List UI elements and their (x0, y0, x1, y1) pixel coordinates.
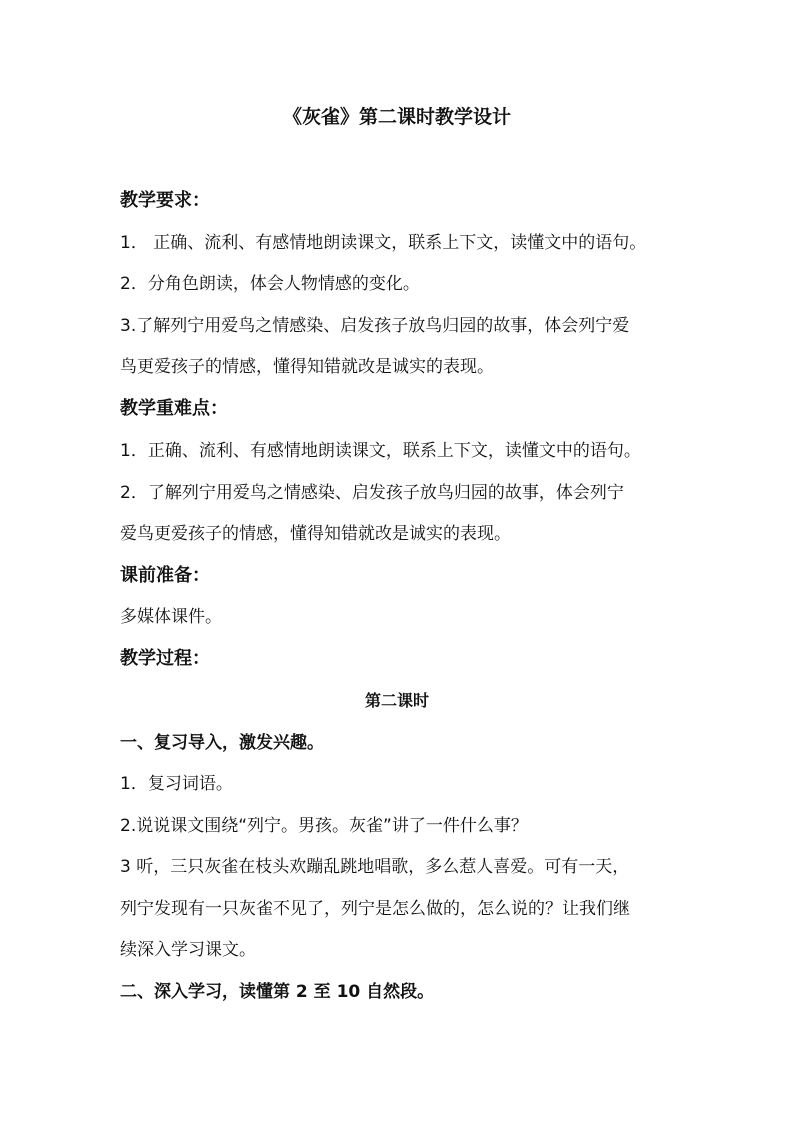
section-line: 3 听，三只灰雀在枝头欢蹦乱跳地唱歌，多么惹人喜爱。可有一天， (120, 857, 630, 877)
key-points-heading: 教学重难点： (120, 398, 228, 419)
lesson-label: 第二课时 (364, 691, 429, 710)
section-line: 1．复习词语。 (120, 774, 233, 794)
section-line: 列宁发现有一只灰雀不见了，列宁是怎么做的，怎么说的？让我们继 (120, 899, 630, 919)
requirement-line: 3.了解列宁用爱鸟之情感染、启发孩子放鸟归园的故事，体会列宁爱 (120, 316, 630, 336)
process-heading: 教学过程： (120, 648, 210, 669)
section-line: 2.说说课文围绕“列宁。男孩。灰雀”讲了一件什么事？ (120, 816, 528, 836)
requirement-line: 1． 正确、流利、有感情地朗读课文，联系上下文，读懂文中的语句。 (120, 233, 647, 253)
section-heading: 二、深入学习，读懂第 2 至 10 自然段。 (120, 982, 435, 1002)
requirements-heading: 教学要求： (120, 190, 210, 211)
section-heading: 一、复习导入，激发兴趣。 (120, 733, 324, 753)
requirement-line: 鸟更爱孩子的情感，懂得知错就改是诚实的表现。 (120, 357, 494, 377)
key-point-line: 1．正确、流利、有感情地朗读课文，联系上下文，读懂文中的语句。 (120, 441, 641, 461)
section-line: 续深入学习课文。 (120, 940, 256, 960)
key-point-line: 爱鸟更爱孩子的情感，懂得知错就改是诚实的表现。 (120, 524, 511, 544)
requirement-line: 2．分角色朗读，体会人物情感的变化。 (120, 274, 420, 294)
preparation-text: 多媒体课件。 (120, 607, 222, 627)
key-point-line: 2．了解列宁用爱鸟之情感染、启发孩子放鸟归园的故事，体会列宁 (120, 483, 624, 503)
document-title: 《灰雀》第二课时教学设计 (282, 106, 511, 128)
preparation-heading: 课前准备： (120, 565, 210, 586)
